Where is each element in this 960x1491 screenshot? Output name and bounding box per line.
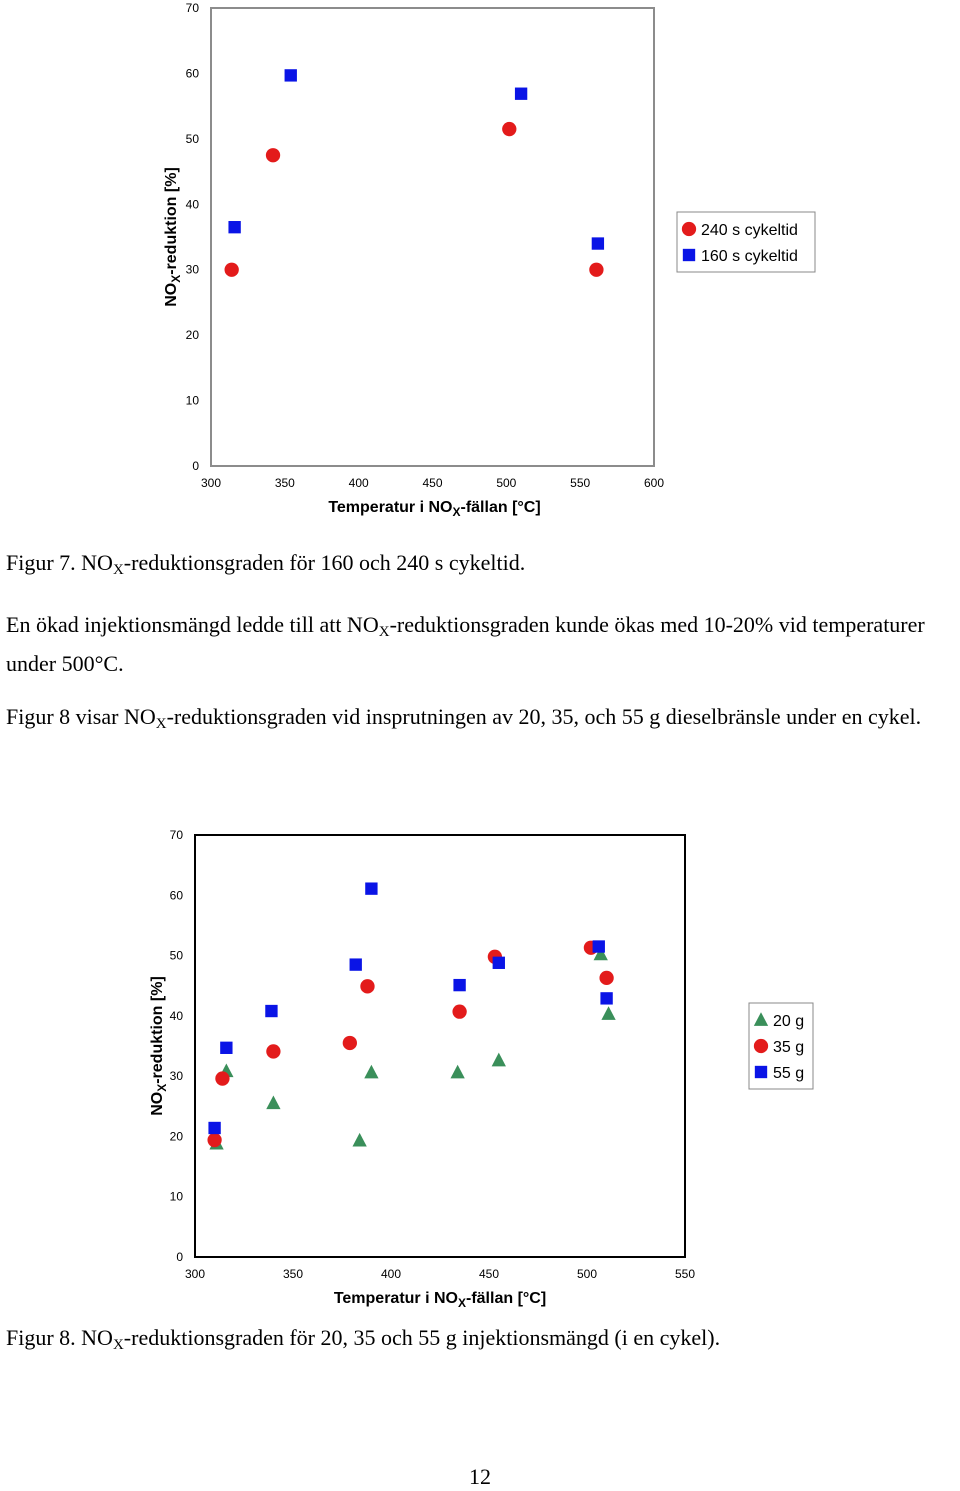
fig7-point-160-s-cykeltid — [515, 88, 527, 100]
fig8-x-tick-label: 350 — [282, 1267, 304, 1281]
figure8-caption: Figur 8. $NO_X$-reduktionsgraden för 20, 35 och 55 g injektionsmängd (i en cykel). — [6, 1325, 721, 1353]
fig7-y-tick-label: 70 — [185, 1, 199, 15]
fig8-point-55-g — [453, 979, 465, 991]
fig8-point-55-g — [600, 992, 612, 1004]
fig7-x-tick-label: 350 — [274, 476, 295, 490]
fig7-y-tick-label: 40 — [185, 197, 199, 212]
fig8-y-tick-label: 50 — [169, 948, 183, 963]
fig7-y-tick-label: 10 — [185, 393, 199, 408]
fig8-point-55-g — [593, 940, 605, 952]
fig8-point-20-g — [266, 1095, 280, 1109]
fig8-legend-label-20-g: 20 g — [773, 1013, 805, 1030]
fig8-point-20-g — [364, 1065, 378, 1079]
fig7-point-160-s-cykeltid — [592, 237, 604, 249]
fig7-x-axis-label: Temperatur i $NO_X$-fällan [°C] — [328, 499, 541, 519]
fig8-legend-label-55-g: 55 g — [773, 1065, 805, 1082]
fig8-y-tick-label: 10 — [169, 1189, 183, 1204]
paragraph-figure8-intro: Figur 8 visar $NO_X$-reduktionsgraden vid insprutningen av 20, 35, och 55 g dieselbränsle under en cykel. — [6, 704, 922, 732]
fig8-legend-marker-35-g — [754, 1039, 768, 1053]
fig8-x-tick-label: 450 — [478, 1267, 500, 1281]
fig8-x-tick-label: 500 — [576, 1267, 598, 1281]
fig8-point-55-g — [220, 1042, 232, 1054]
fig7-point-240-s-cykeltid — [589, 263, 603, 277]
fig7-point-160-s-cykeltid — [228, 221, 240, 233]
fig7-x-tick-label: 300 — [200, 476, 222, 490]
fig7-series-160-s-cykeltid — [228, 69, 604, 250]
fig8-y-tick-label: 60 — [169, 888, 183, 903]
fig7-y-tick-label: 0 — [192, 459, 199, 473]
fig8-y-tick-label: 30 — [169, 1069, 183, 1084]
fig7-legend-marker-160-s-cykeltid — [683, 249, 695, 261]
fig7-legend-marker-240-s-cykeltid — [682, 222, 696, 236]
fig7-y-tick-label: 60 — [185, 66, 199, 81]
fig7-series-240-s-cykeltid — [225, 122, 604, 277]
fig8-point-55-g — [365, 882, 377, 894]
fig8-series-55-g — [208, 882, 612, 1134]
fig8-y-tick-label: 70 — [169, 828, 183, 842]
fig7-legend-label-240-s-cykeltid: 240 s cykeltid — [701, 222, 798, 239]
fig8-point-35-g — [360, 979, 374, 993]
fig7-plot-area — [211, 8, 654, 466]
fig8-legend-label-35-g: 35 g — [773, 1039, 805, 1056]
fig8-point-35-g — [452, 1004, 466, 1018]
page-number: 12 — [469, 1464, 491, 1489]
fig7-x-tick-label: 400 — [348, 476, 369, 490]
fig7-y-tick-label: 50 — [185, 131, 199, 146]
fig8-point-35-g — [207, 1133, 221, 1147]
fig7-point-240-s-cykeltid — [225, 263, 239, 277]
paragraph-injection-increase: En ökad injektionsmängd ledde till att $NO_X$-reduktionsgraden kunde ökas med 10-20% vid temperaturer under 500°C. — [6, 612, 925, 676]
fig7-y-tick-label: 30 — [185, 262, 199, 277]
fig8-point-20-g — [352, 1133, 366, 1147]
fig8-x-tick-label: 550 — [674, 1267, 696, 1281]
fig8-series-35-g — [207, 941, 613, 1148]
fig8-point-35-g — [343, 1036, 357, 1050]
fig8-legend-marker-55-g — [755, 1066, 767, 1078]
fig8-x-tick-label: 400 — [380, 1267, 402, 1281]
fig8-y-tick-label: 20 — [169, 1129, 183, 1144]
figure7-chart — [0, 0, 960, 530]
fig7-point-240-s-cykeltid — [502, 122, 516, 136]
fig8-point-55-g — [208, 1122, 220, 1134]
fig8-y-axis-label: $NO_X$-reduktion [%] — [149, 976, 169, 1116]
fig8-point-20-g — [492, 1053, 506, 1067]
fig8-point-20-g — [601, 1006, 615, 1020]
fig8-y-tick-label: 0 — [176, 1250, 183, 1264]
fig7-legend-label-160-s-cykeltid: 160 s cykeltid — [701, 248, 798, 265]
figure8-chart — [0, 800, 960, 1320]
fig8-point-20-g — [450, 1065, 464, 1079]
fig8-point-55-g — [265, 1005, 277, 1017]
figure7-caption: Figur 7. $NO_X$-reduktionsgraden för 160 och 240 s cykeltid. — [6, 550, 526, 578]
fig7-x-tick-label: 500 — [496, 476, 517, 490]
fig7-y-tick-label: 20 — [185, 328, 199, 343]
fig8-y-tick-label: 40 — [169, 1008, 183, 1023]
fig7-x-tick-label: 450 — [422, 476, 443, 490]
fig8-point-55-g — [350, 958, 362, 970]
fig7-x-tick-label: 550 — [570, 476, 591, 490]
fig8-point-35-g — [266, 1044, 280, 1058]
fig7-y-axis-label: $NO_X$-reduktion [%] — [163, 167, 183, 307]
fig7-x-tick-label: 600 — [643, 476, 665, 490]
fig8-x-axis-label: Temperatur i $NO_X$-fällan [°C] — [333, 1290, 547, 1310]
fig8-point-35-g — [215, 1071, 229, 1085]
fig8-x-tick-label: 300 — [184, 1267, 206, 1281]
fig8-point-35-g — [599, 971, 613, 985]
fig7-point-240-s-cykeltid — [266, 148, 280, 162]
fig8-plot-area — [195, 835, 685, 1257]
fig8-point-55-g — [493, 957, 505, 969]
fig7-point-160-s-cykeltid — [285, 69, 297, 81]
